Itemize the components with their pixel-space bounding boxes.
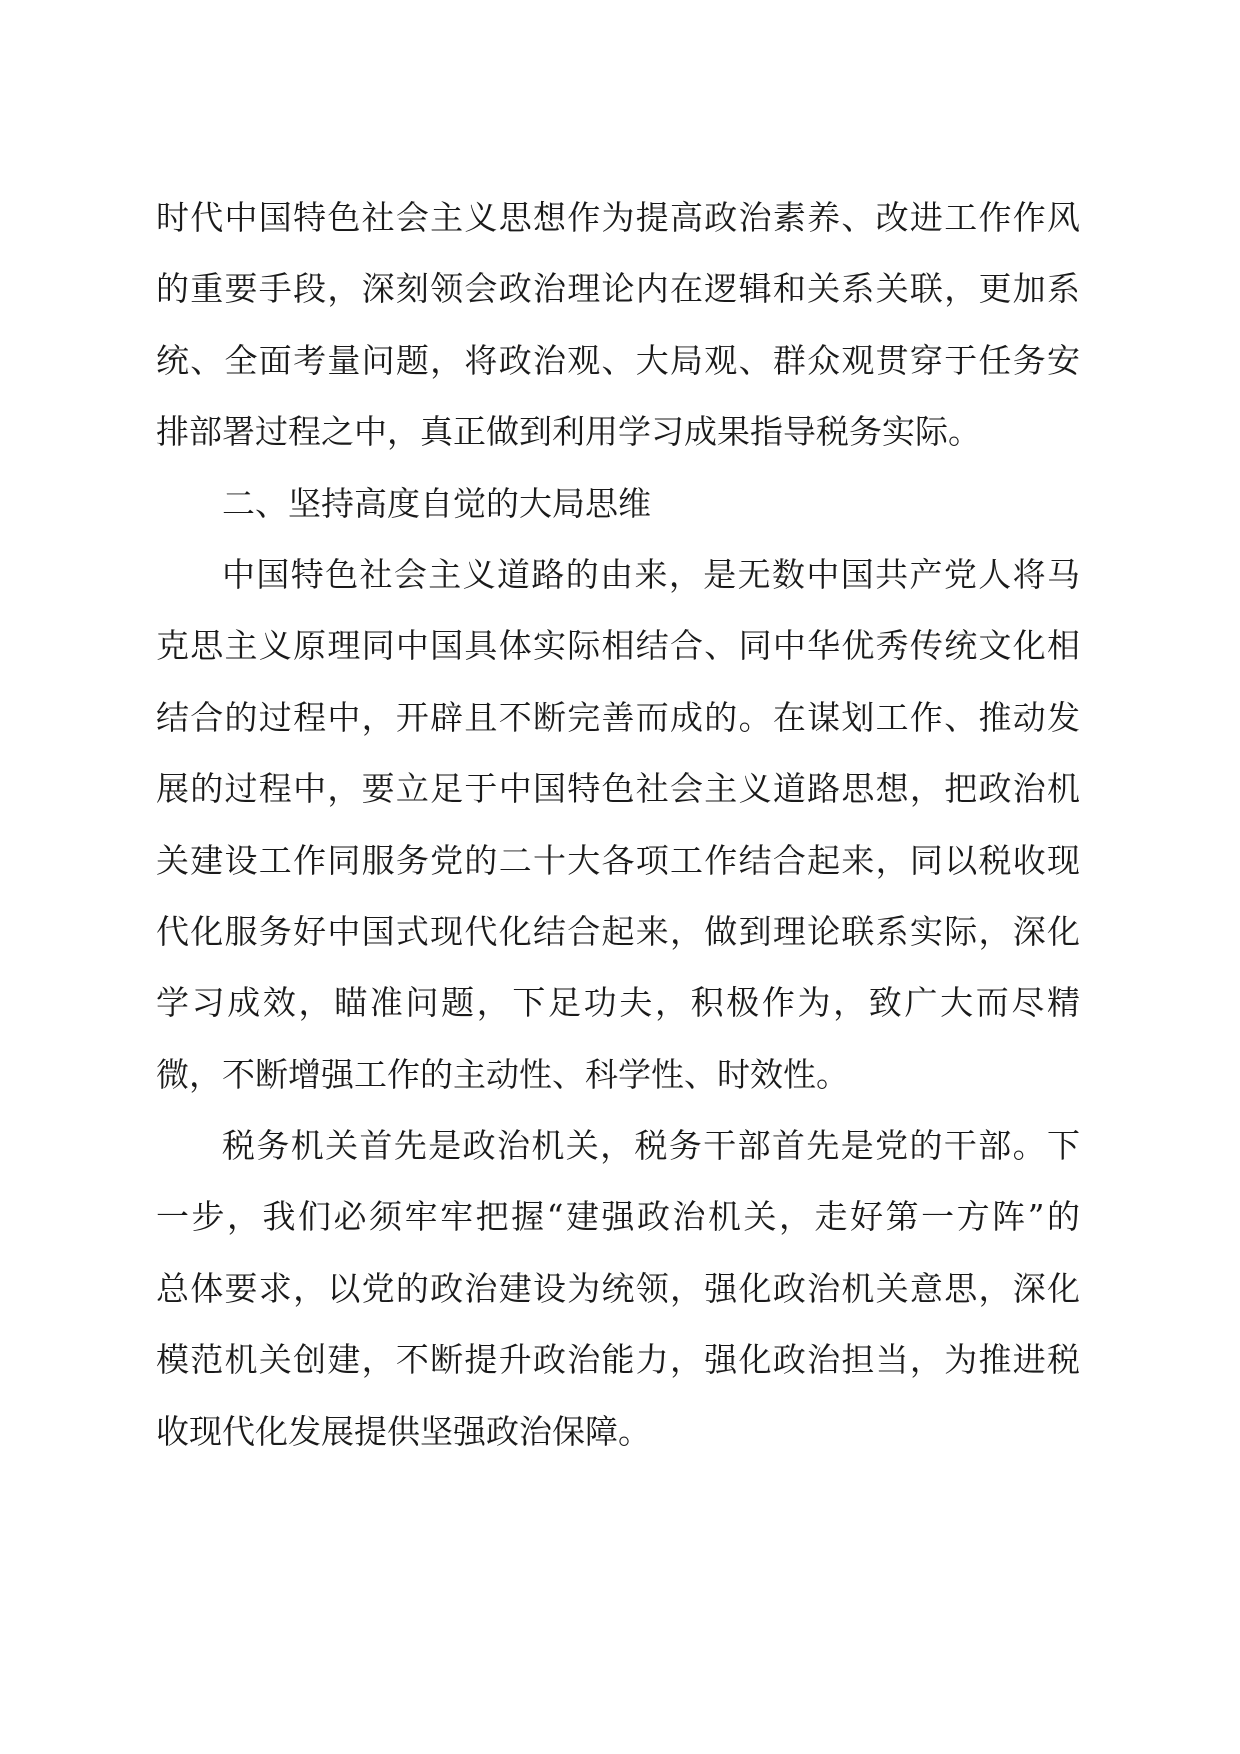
- text-line: 收现代化发展提供坚强政治保障。: [156, 1411, 651, 1451]
- paragraph-2: [156, 539, 1080, 1110]
- section-heading: [156, 468, 1080, 539]
- text-line: 的重要手段，深刻领会政治理论内在逻辑和关系关联，更加系: [156, 269, 1080, 309]
- text-line: 代化服务好中国式现代化结合起来，做到理论联系实际，深化: [156, 911, 1080, 951]
- text-line: 税务机关首先是政治机关，税务干部首先是党的干部。下: [222, 1126, 1080, 1166]
- text-line: 克思主义原理同中国具体实际相结合、同中华优秀传统文化相: [156, 626, 1080, 666]
- text-line: 一步，我们必须牢牢把握“建强政治机关，走好第一方阵”的: [156, 1197, 1080, 1237]
- paragraph-continuation: [156, 182, 1080, 468]
- document-body: [156, 182, 1080, 1467]
- text-line: 结合的过程中，开辟且不断完善而成的。在谋划工作、推动发: [156, 697, 1080, 737]
- text-line: 微，不断增强工作的主动性、科学性、时效性。: [156, 1054, 849, 1094]
- text-line: 展的过程中，要立足于中国特色社会主义道路思想，把政治机: [156, 769, 1080, 809]
- text-line: 总体要求，以党的政治建设为统领，强化政治机关意思，深化: [156, 1268, 1080, 1308]
- section-heading-text: 二、坚持高度自觉的大局思维: [222, 483, 651, 523]
- text-line: 中国特色社会主义道路的由来，是无数中国共产党人将马: [222, 554, 1080, 594]
- paragraph-3: [156, 1110, 1080, 1467]
- text-line: 排部署过程之中，真正做到利用学习成果指导税务实际。: [156, 412, 981, 452]
- text-line: 关建设工作同服务党的二十大各项工作结合起来，同以税收现: [156, 840, 1080, 880]
- text-line: 时代中国特色社会主义思想作为提高政治素养、改进工作作风: [156, 198, 1080, 237]
- text-line: 学习成效，瞄准问题，下足功夫，积极作为，致广大而尽精: [156, 983, 1080, 1023]
- text-line: 模范机关创建，不断提升政治能力，强化政治担当，为推进税: [156, 1340, 1080, 1380]
- text-line: 统、全面考量问题，将政治观、大局观、群众观贯穿于任务安: [156, 340, 1080, 380]
